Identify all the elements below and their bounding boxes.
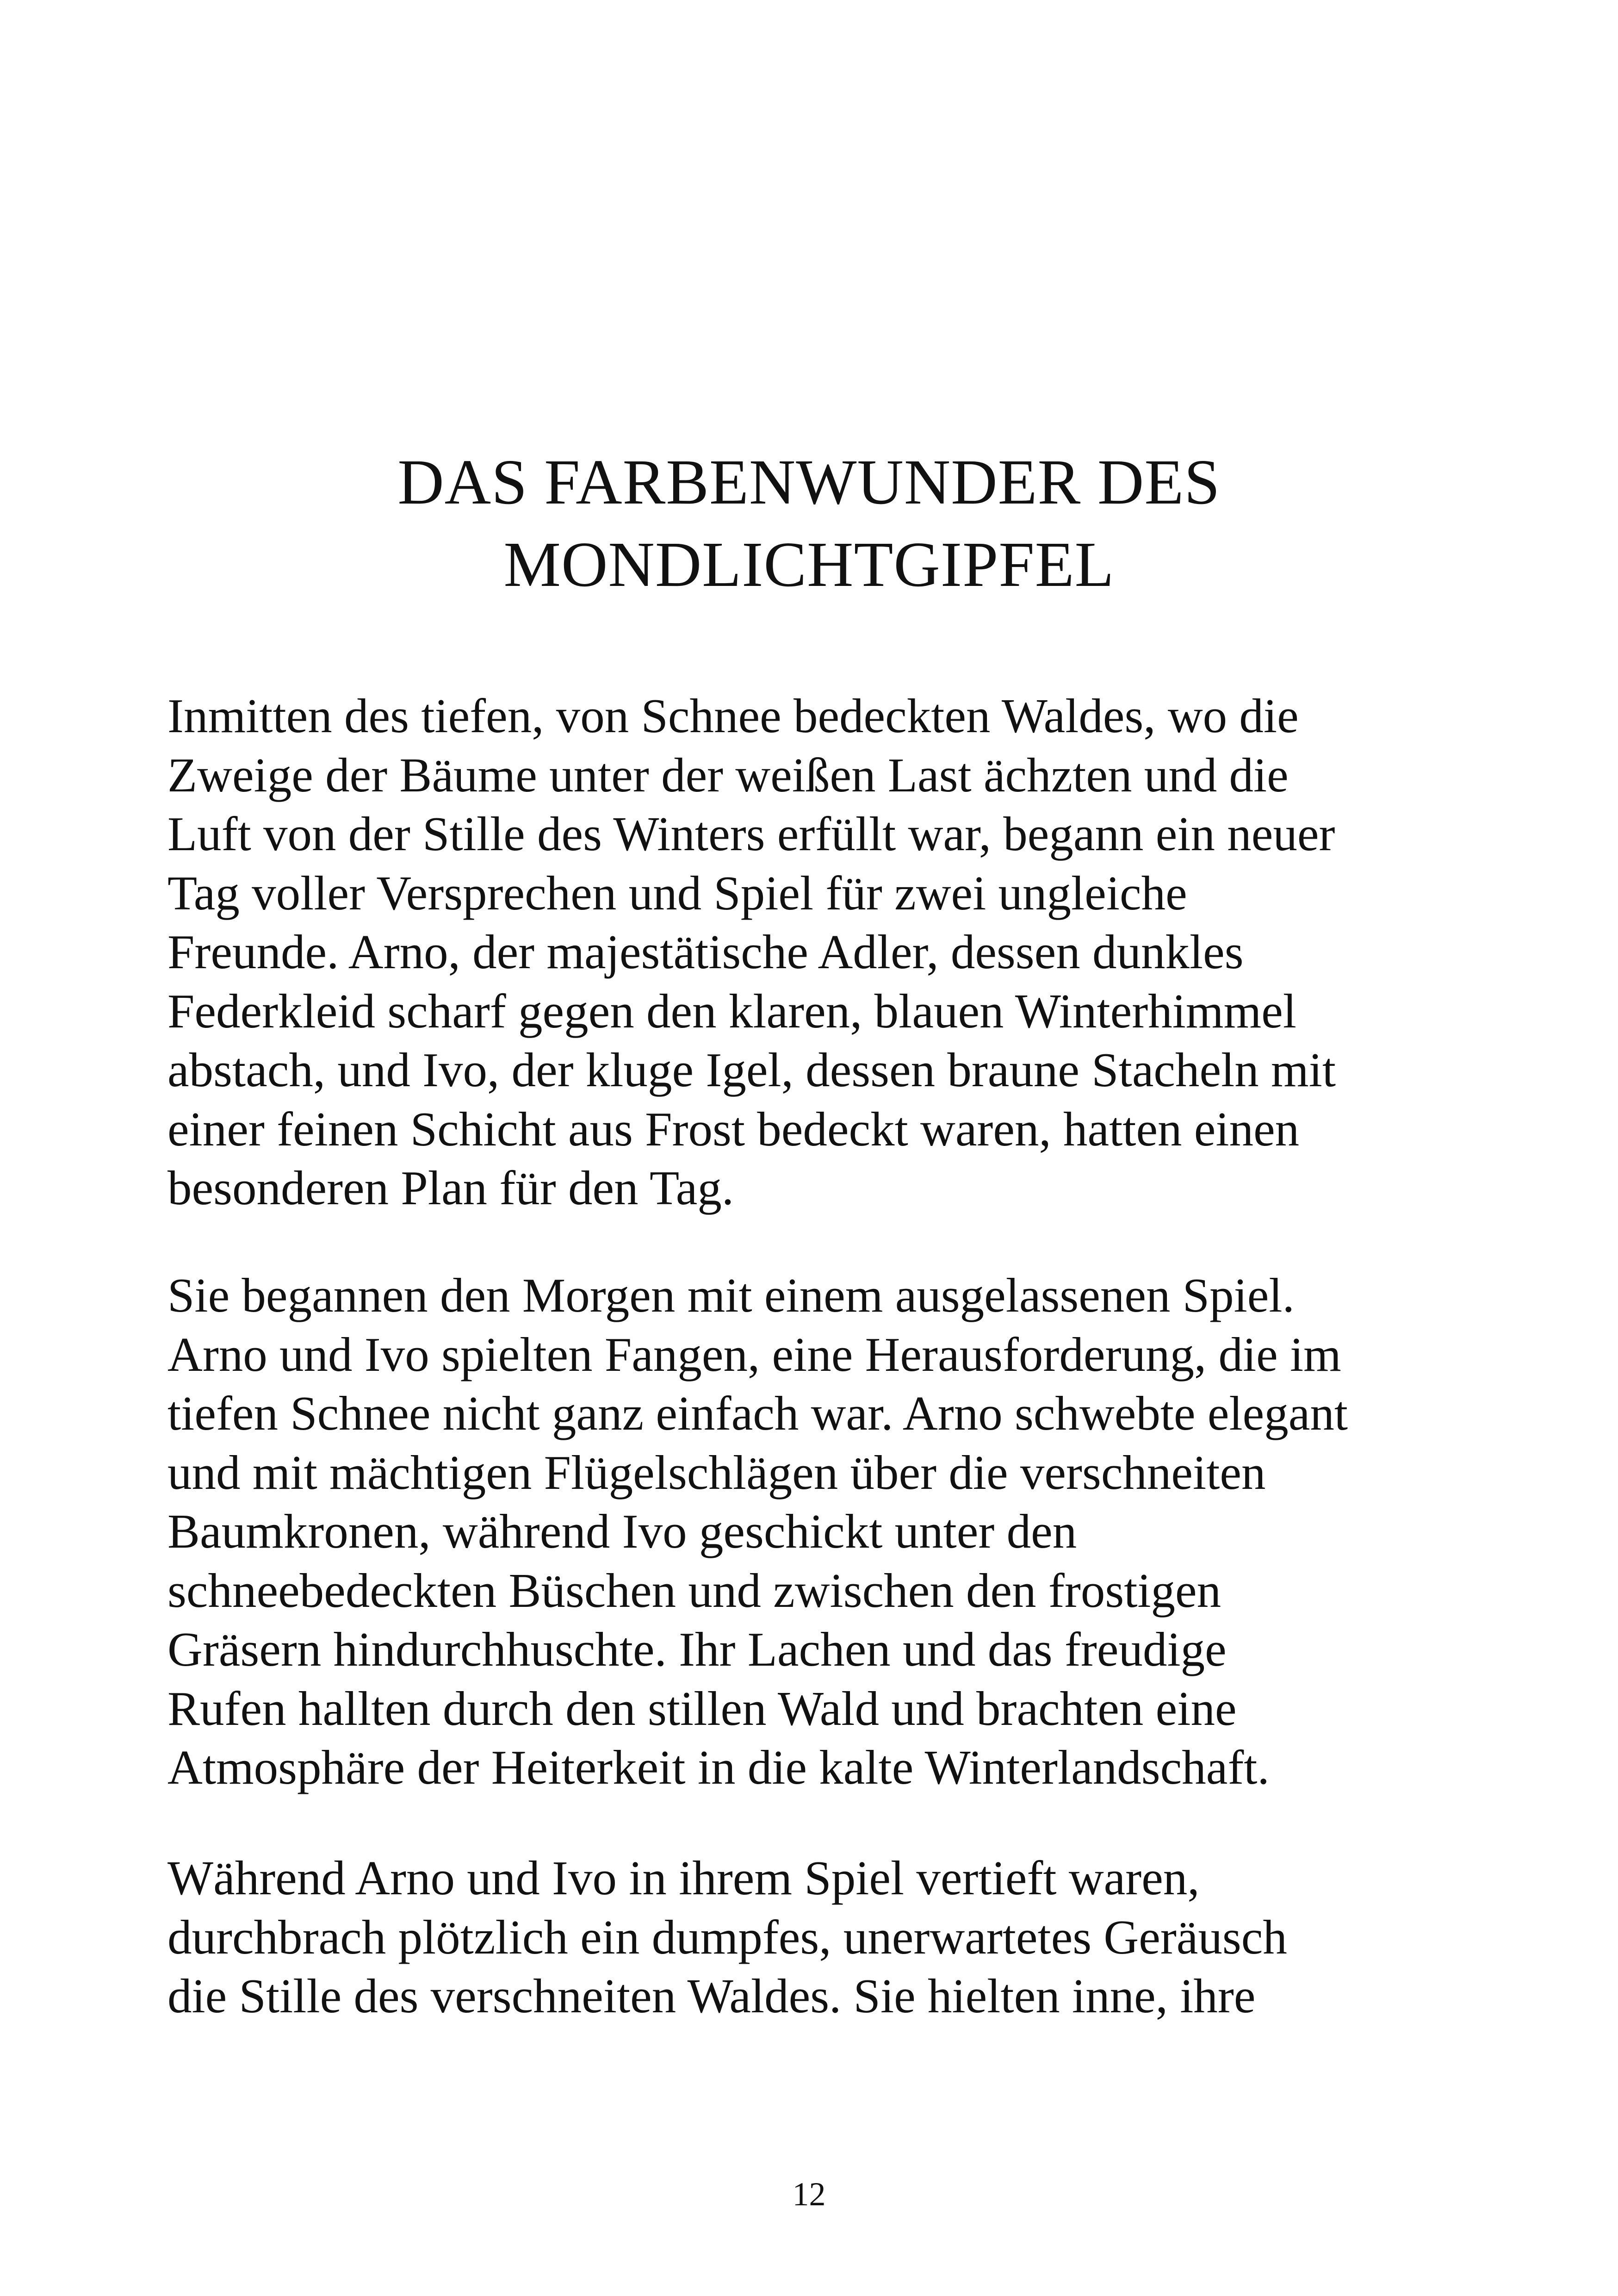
text-line: die Stille des verschneiten Waldes. Sie hielten inne, ihre	[167, 1969, 1256, 2023]
text-line: schneebedeckten Büschen und zwischen den frostigen	[167, 1563, 1221, 1618]
text-line: besonderen Plan für den Tag.	[167, 1161, 734, 1215]
paragraph-2	[167, 1266, 1454, 1797]
text-line: Luft von der Stille des Winters erfüllt war, begann ein neuer	[167, 807, 1335, 861]
text-line: Federkleid scharf gegen den klaren, blauen Winterhimmel	[167, 983, 1297, 1038]
text-line: Tag voller Versprechen und Spiel für zwei ungleiche	[167, 865, 1187, 920]
text-line: und mit mächtigen Flügelschlägen über die verschneiten	[167, 1445, 1266, 1500]
chapter-title-line: MONDLICHTGIPFEL	[503, 529, 1115, 601]
page-number: 12	[792, 2176, 826, 2213]
paragraph-1	[167, 686, 1454, 1218]
text-line: Sie begannen den Morgen mit einem ausgelassenen Spiel.	[167, 1268, 1295, 1322]
text-line: Rufen hallten durch den stillen Wald und brachten eine	[167, 1681, 1237, 1736]
text-line: Gräsern hindurchhuschte. Ihr Lachen und das freudige	[167, 1622, 1227, 1676]
text-line: Arno und Ivo spielten Fangen, eine Herausforderung, die im	[167, 1327, 1341, 1381]
text-line: Atmosphäre der Heiterkeit in die kalte Winterlandschaft.	[167, 1740, 1270, 1794]
text-line: durchbrach plötzlich ein dumpfes, unerwartetes Geräusch	[167, 1910, 1287, 1964]
chapter-title-line: DAS FARBENWUNDER DES	[397, 447, 1221, 518]
text-line: Freunde. Arno, der majestätische Adler, dessen dunkles	[167, 925, 1244, 979]
text-line: Inmitten des tiefen, von Schnee bedeckten Waldes, wo die	[167, 689, 1299, 743]
text-line: einer feinen Schicht aus Frost bedeckt waren, hatten einen	[167, 1101, 1300, 1156]
text-line: Baumkronen, während Ivo geschickt unter den	[167, 1504, 1077, 1558]
text-line: abstach, und Ivo, der kluge Igel, dessen braune Stacheln mit	[167, 1043, 1336, 1097]
text-line: tiefen Schnee nicht ganz einfach war. Arno schwebte elegant	[167, 1386, 1348, 1440]
text-line: Zweige der Bäume unter der weißen Last ächzten und die	[167, 747, 1289, 802]
paragraph-3	[167, 1848, 1454, 2026]
text-line: Während Arno und Ivo in ihrem Spiel vertieft waren,	[167, 1851, 1200, 1905]
chapter-title	[0, 441, 1618, 606]
